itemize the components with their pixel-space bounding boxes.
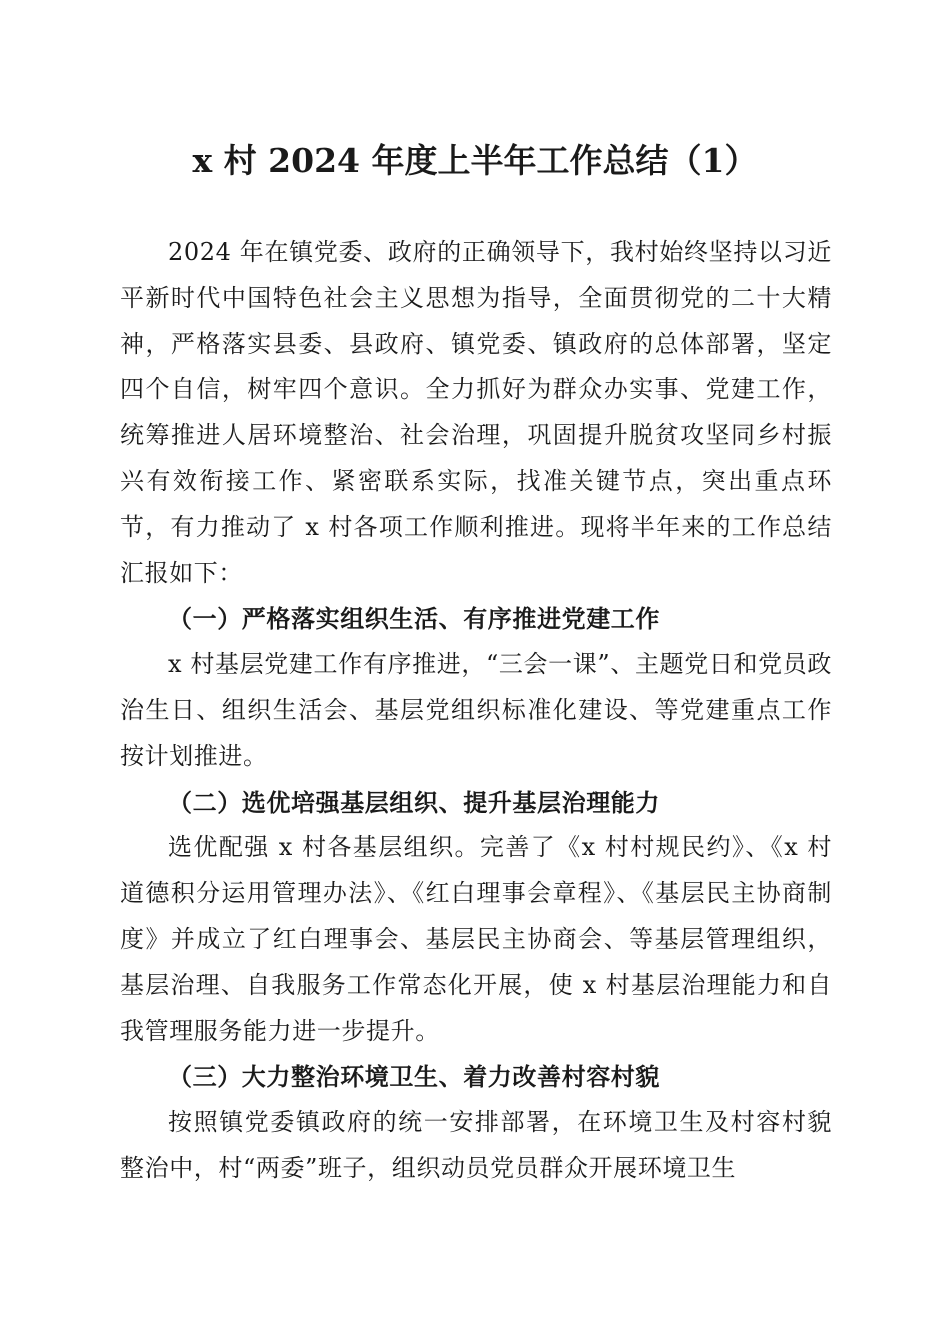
document-title: x 村 2024 年度上半年工作总结（1） [192,141,758,180]
section-2-heading: （二）选优培强基层组织、提升基层治理能力 [168,787,660,817]
section-3-body: 按照镇党委镇政府的统一安排部署，在环境卫生及村容村貌整治中，村“两委”班子，组织动员党员群众开展环境卫生 [120,1108,832,1182]
section-1-heading: （一）严格落实组织生活、有序推进党建工作 [168,604,660,634]
section-3-heading: （三）大力整治环境卫生、着力改善村容村貌 [168,1062,660,1092]
section-2-body: 选优配强 x 村各基层组织。完善了《x 村村规民约》、《x 村道德积分运用管理办法》、《红白理事会章程》、《基层民主协商制度》并成立了红白理事会、基层民主协商会、等基层管理组织，基层治理、自我服务工作常态化开展，使 x 村基层治理能力和自我管理服务能力进一步提升。 [120,833,832,1045]
intro-paragraph: 2024 年在镇党委、政府的正确领导下，我村始终坚持以习近平新时代中国特色社会主义思想为指导，全面贯彻党的二十大精神，严格落实县委、县政府、镇党委、镇政府的总体部署，坚定四个自信，树牢四个意识。全力抓好为群众办实事、党建工作，统筹推进人居环境整治、社会治理，巩固提升脱贫攻坚同乡村振兴有效衔接工作、紧密联系实际，找准关键节点，突出重点环节，有力推动了 x 村各项工作顺利推进。现将半年来的工作总结汇报如下： [120,238,832,587]
document-body [120,230,832,1192]
section-1-body: x 村基层党建工作有序推进，“三会一课”、主题党日和党员政治生日、组织生活会、基层党组织标准化建设、等党建重点工作按计划推进。 [120,650,832,770]
